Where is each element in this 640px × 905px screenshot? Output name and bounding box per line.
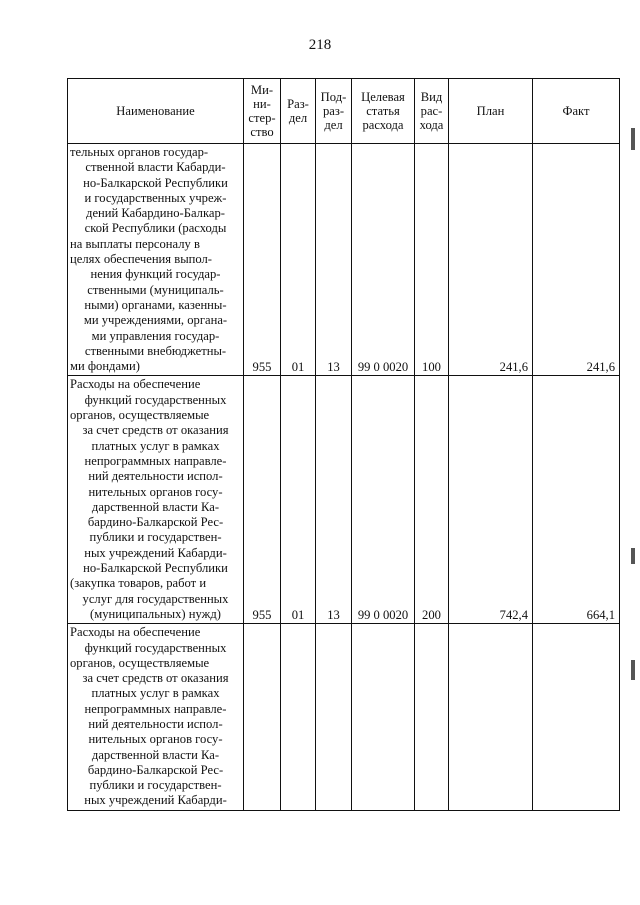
scan-edge-mark xyxy=(631,128,635,150)
name-text-line: дарственной власти Ка- xyxy=(91,747,220,762)
expense-type-cell: 100 xyxy=(415,144,449,376)
subsection-cell xyxy=(316,624,352,811)
table-row xyxy=(68,624,620,811)
name-text-line: но-Балкарской Республики xyxy=(83,561,228,576)
name-text-line: услуг для государственных xyxy=(82,591,229,606)
name-text-line: платных услуг в рамках xyxy=(91,686,220,701)
fact-cell: 241,6 xyxy=(533,144,620,376)
name-text-line: за счет средств от оказания xyxy=(82,423,229,438)
header-target-article: Целевая статья расхода xyxy=(352,79,415,144)
plan-cell: 742,4 xyxy=(449,376,533,624)
name-text-line: (муниципальных) нужд) xyxy=(90,606,221,621)
target-article-cell xyxy=(352,624,415,811)
name-text-line: за счет средств от оказания xyxy=(82,671,229,686)
ministry-cell: 955 xyxy=(244,144,281,376)
header-row xyxy=(68,79,620,144)
name-text-line: органов, осуществляемые xyxy=(70,408,210,423)
name-text-line: целях обеспечения выпол- xyxy=(70,252,212,267)
target-article-cell: 99 0 0020 xyxy=(352,144,415,376)
name-cell xyxy=(68,624,244,811)
name-text-line: ными) органами, казенны- xyxy=(84,297,227,312)
fact-cell: 664,1 xyxy=(533,376,620,624)
name-text-line: дений Кабардино-Балкар- xyxy=(86,206,225,221)
name-text-line: (закупка товаров, работ и xyxy=(70,576,207,591)
name-text-line: ний деятельности испол- xyxy=(88,469,223,484)
subsection-cell: 13 xyxy=(316,376,352,624)
name-text-line: ных учреждений Кабарди- xyxy=(84,545,227,560)
name-text-line: и государственных учреж- xyxy=(84,190,227,205)
name-text-line: публики и государствен- xyxy=(89,530,222,545)
name-text-line: нения функций государ- xyxy=(90,267,221,282)
name-text-line: ственными (муниципаль- xyxy=(87,282,224,297)
name-text-line: непрограммных направле- xyxy=(84,453,227,468)
name-cell xyxy=(68,376,244,624)
fact-cell xyxy=(533,624,620,811)
plan-cell xyxy=(449,624,533,811)
header-section: Раз- дел xyxy=(281,79,316,144)
name-text-line: ми учреждениями, органа- xyxy=(83,313,228,328)
header-plan: План xyxy=(449,79,533,144)
header-fact: Факт xyxy=(533,79,620,144)
name-text-line: на выплаты персоналу в xyxy=(70,236,200,251)
table-body xyxy=(68,144,620,811)
section-cell: 01 xyxy=(281,376,316,624)
name-cell xyxy=(68,144,244,376)
name-text-line: ми фондами) xyxy=(70,359,140,374)
ministry-cell: 955 xyxy=(244,376,281,624)
table-row xyxy=(68,376,620,624)
header-name: Наименование xyxy=(68,79,244,144)
name-text-line: функций государственных xyxy=(84,392,227,407)
name-text-line: ми управления государ- xyxy=(91,328,220,343)
header-subsection: Под- раз- дел xyxy=(316,79,352,144)
page-number: 218 xyxy=(308,37,332,53)
name-text-line: ных учреждений Кабарди- xyxy=(84,793,227,808)
subsection-cell: 13 xyxy=(316,144,352,376)
scan-edge-mark xyxy=(631,548,635,564)
expense-type-cell xyxy=(415,624,449,811)
name-text-line: нительных органов госу- xyxy=(88,732,223,747)
name-text-line: тельных органов государ- xyxy=(70,145,209,159)
name-text-line: дарственной власти Ка- xyxy=(91,499,220,514)
name-text-line: бардино-Балкарской Рес- xyxy=(87,515,224,530)
name-text-line: нительных органов госу- xyxy=(88,484,223,499)
name-text-line: органов, осуществляемые xyxy=(70,655,210,670)
section-cell xyxy=(281,624,316,811)
scan-edge-mark xyxy=(631,660,635,680)
plan-cell: 241,6 xyxy=(449,144,533,376)
name-text-line: функций государственных xyxy=(84,640,227,655)
name-text-line: публики и государствен- xyxy=(89,778,222,793)
name-text-line: ской Республики (расходы xyxy=(84,221,227,236)
name-text-line: ственной власти Кабарди- xyxy=(85,160,226,175)
name-text-line: непрограммных направле- xyxy=(84,701,227,716)
section-cell: 01 xyxy=(281,144,316,376)
header-expense-type: Вид рас- хода xyxy=(415,79,449,144)
name-text-line: платных услуг в рамках xyxy=(91,438,220,453)
name-text-line: ний деятельности испол- xyxy=(88,716,223,731)
name-text-line: ственными внебюджетны- xyxy=(84,343,227,358)
name-text-line: Расходы на обеспечение xyxy=(70,377,201,392)
name-text-line: Расходы на обеспечение xyxy=(70,625,201,640)
ministry-cell xyxy=(244,624,281,811)
target-article-cell: 99 0 0020 xyxy=(352,376,415,624)
name-text-line: бардино-Балкарской Рес- xyxy=(87,762,224,777)
expense-type-cell: 200 xyxy=(415,376,449,624)
table-row xyxy=(68,144,620,376)
name-text-line: но-Балкарской Республики xyxy=(83,175,228,190)
budget-table xyxy=(67,78,620,811)
header-ministry: Ми- ни- стер- ство xyxy=(244,79,281,144)
